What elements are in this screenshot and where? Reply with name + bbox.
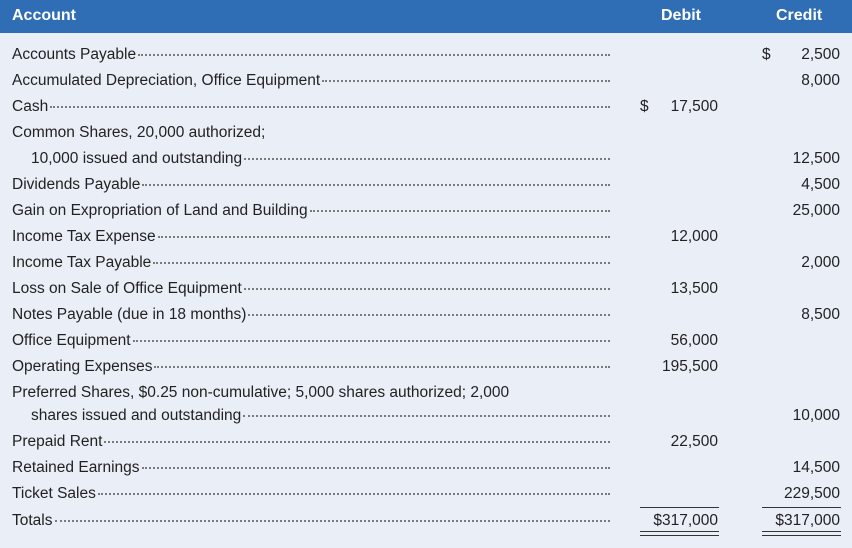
dot-leader bbox=[243, 414, 610, 417]
table-row bbox=[0, 98, 852, 122]
account-name: Prepaid Rent bbox=[12, 433, 103, 450]
dot-leader bbox=[153, 261, 610, 264]
account-name: 10,000 issued and outstanding bbox=[31, 150, 243, 167]
account-name-line1: Common Shares, 20,000 authorized; bbox=[12, 124, 266, 141]
dot-leader bbox=[138, 53, 610, 56]
account-name: Office Equipment bbox=[12, 332, 131, 349]
debit-dollar-sign: $ bbox=[640, 98, 649, 115]
debit-amount: 13,500 bbox=[670, 280, 718, 297]
table-row-first-line bbox=[0, 384, 852, 408]
credit-amount: 2,500 bbox=[801, 46, 840, 63]
credit-column-header: Credit bbox=[776, 7, 823, 24]
table-row bbox=[0, 176, 852, 200]
dot-leader bbox=[98, 492, 610, 495]
table-row-first-line bbox=[0, 124, 852, 148]
table-row bbox=[0, 407, 852, 431]
account-column-header: Account bbox=[12, 7, 76, 24]
table-row bbox=[0, 485, 852, 509]
debit-amount: 22,500 bbox=[670, 433, 718, 450]
account-name: Accumulated Depreciation, Office Equipment bbox=[12, 72, 321, 89]
debit-amount: 195,500 bbox=[661, 358, 718, 375]
dot-leader bbox=[244, 287, 610, 290]
account-name: Gain on Expropriation of Land and Building bbox=[12, 202, 308, 219]
credit-dollar-sign: $ bbox=[762, 46, 771, 63]
table-row bbox=[0, 46, 852, 70]
account-name: Dividends Payable bbox=[12, 176, 141, 193]
table-row bbox=[0, 358, 852, 382]
table-row bbox=[0, 459, 852, 483]
debit-amount: 56,000 bbox=[670, 332, 718, 349]
debit-column-header: Debit bbox=[661, 7, 701, 24]
credit-total-rule bbox=[762, 507, 841, 508]
totals-label: Totals bbox=[12, 512, 53, 529]
account-name: Income Tax Payable bbox=[12, 254, 152, 271]
dot-leader bbox=[248, 313, 610, 316]
totals-row bbox=[0, 512, 852, 536]
debit-total: $317,000 bbox=[653, 512, 718, 529]
credit-amount: 25,000 bbox=[792, 202, 840, 219]
account-name: Operating Expenses bbox=[12, 358, 153, 375]
credit-amount: 10,000 bbox=[792, 407, 840, 424]
table-row bbox=[0, 306, 852, 330]
credit-amount: 8,500 bbox=[801, 306, 840, 323]
dot-leader bbox=[142, 466, 610, 469]
credit-double-underline bbox=[762, 531, 841, 536]
credit-amount: 8,000 bbox=[801, 72, 840, 89]
account-name: Cash bbox=[12, 98, 49, 115]
debit-total-rule bbox=[640, 507, 719, 508]
account-name-line1: Preferred Shares, $0.25 non-cumulative; 5,000 shares authorized; 2,000 bbox=[12, 384, 510, 401]
dot-leader bbox=[154, 365, 610, 368]
account-name: Income Tax Expense bbox=[12, 228, 156, 245]
dot-leader bbox=[104, 440, 610, 443]
table-header bbox=[0, 0, 852, 33]
debit-amount: 12,000 bbox=[670, 228, 718, 245]
table-row bbox=[0, 280, 852, 304]
credit-amount: 14,500 bbox=[792, 459, 840, 476]
credit-amount: 4,500 bbox=[801, 176, 840, 193]
table-row bbox=[0, 254, 852, 278]
credit-amount: 2,000 bbox=[801, 254, 840, 271]
account-name: shares issued and outstanding bbox=[31, 407, 242, 424]
dot-leader bbox=[133, 339, 610, 342]
dot-leader bbox=[322, 79, 610, 82]
dot-leader bbox=[244, 157, 610, 160]
table-row bbox=[0, 202, 852, 226]
dot-leader bbox=[158, 235, 610, 238]
dot-leader bbox=[55, 519, 611, 522]
dot-leader bbox=[142, 183, 610, 186]
credit-amount: 12,500 bbox=[792, 150, 840, 167]
table-row bbox=[0, 72, 852, 96]
account-name: Loss on Sale of Office Equipment bbox=[12, 280, 242, 297]
credit-amount: 229,500 bbox=[783, 485, 840, 502]
account-name: Ticket Sales bbox=[12, 485, 96, 502]
table-row bbox=[0, 332, 852, 356]
debit-amount: 17,500 bbox=[670, 98, 718, 115]
table-row bbox=[0, 433, 852, 457]
account-name: Accounts Payable bbox=[12, 46, 137, 63]
account-name: Notes Payable (due in 18 months) bbox=[12, 306, 247, 323]
table-row bbox=[0, 228, 852, 252]
dot-leader bbox=[310, 209, 610, 212]
credit-total: $317,000 bbox=[775, 512, 840, 529]
table-row bbox=[0, 150, 852, 174]
account-name: Retained Earnings bbox=[12, 459, 140, 476]
dot-leader bbox=[50, 105, 610, 108]
debit-double-underline bbox=[640, 531, 719, 536]
